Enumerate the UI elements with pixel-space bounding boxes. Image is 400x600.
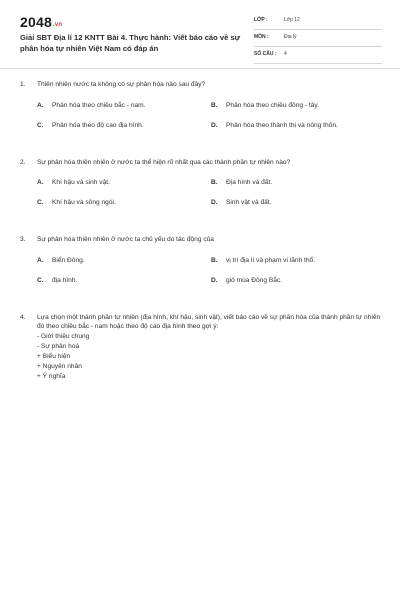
outline-line: - Giới thiệu chung [37,332,90,340]
header-divider [0,68,400,69]
option-letter: A. [37,101,44,109]
option-letter: C. [37,276,44,284]
question-text: Thiên nhiên nước ta không có sự phân hóa nào sau đây? [37,81,206,88]
option-text: Phân hóa theo chiều bắc - nam. [52,101,146,109]
option-c[interactable] [37,198,211,207]
option-text: Phân hóa theo độ cao địa hình. [52,121,144,129]
question-1 [20,80,385,141]
option-d[interactable] [211,198,385,207]
option-b[interactable] [211,256,385,265]
question-list [20,80,385,399]
option-letter: B. [211,179,218,186]
option-a[interactable] [37,101,211,110]
option-d[interactable] [211,121,385,130]
answer-options [37,178,385,218]
option-d[interactable] [211,276,385,285]
option-letter: C. [37,199,44,206]
question-3 [20,235,385,296]
site-logo[interactable] [20,14,62,30]
option-b[interactable] [211,101,385,110]
option-text: Sinh vật và đất. [226,199,272,206]
logo-text: 2048 [20,14,52,30]
option-text: Địa hình và đất. [226,179,273,186]
outline-line: + Biểu hiện [37,352,71,360]
answer-options [37,101,385,141]
meta-row-class [254,14,382,30]
option-letter: A. [37,179,44,186]
option-text: Biển Đông. [52,256,85,264]
question-number: 4. [20,313,26,321]
meta-value: 4 [284,51,287,57]
option-letter: B. [211,256,218,264]
meta-row-subject [254,31,382,47]
option-letter: B. [211,101,218,109]
option-letter: D. [211,276,218,284]
outline-line: + Nguyên nhân [37,362,82,370]
question-number: 1. [20,81,26,88]
option-letter: D. [211,121,218,129]
meta-row-count [254,48,382,64]
meta-key: LỚP : [254,17,268,23]
option-letter: C. [37,121,44,129]
outline-list [37,332,385,382]
logo-domain: .vn [52,22,63,28]
option-text: vị trí địa lí và phạm vi lãnh thổ. [226,256,316,264]
outline-line: - Sự phân hoá [37,342,80,350]
option-b[interactable] [211,178,385,187]
question-number: 3. [20,236,26,243]
question-2 [20,158,385,219]
question-number: 2. [20,158,26,166]
outline-line: + Ý nghĩa [37,372,66,380]
option-text: Phân hóa theo thành thị và nông thôn. [226,121,338,129]
question-4 [20,313,385,382]
option-text: địa hình. [52,276,78,284]
option-c[interactable] [37,276,211,285]
meta-key: SỐ CÂU : [254,51,277,57]
option-letter: D. [211,199,218,206]
option-text: Phân hóa theo chiều đông - tây. [226,101,319,109]
document-title: Giải SBT Địa lí 12 KNTT Bài 4. Thực hành: Viết báo cáo về sự phân hóa tự nhiên Việt Nam có đáp án [20,33,241,53]
answer-options [37,256,385,296]
meta-value: Địa lý [284,34,297,40]
option-text: Khí hậu và sinh vật. [52,179,110,186]
option-text: gió mùa Đông Bắc. [226,276,283,284]
option-text: Khí hậu và sông ngòi. [52,199,116,206]
option-a[interactable] [37,178,211,187]
page-header [0,0,400,68]
meta-value: Lớp 12 [284,17,300,23]
option-a[interactable] [37,256,211,265]
question-text: Lựa chọn một thành phần tự nhiên (địa hình, khí hậu, sinh vật), viết báo cáo về sự phân hóa của thành phần tự nhiên đó theo chiều bắc - nam hoặc theo độ cao địa hình theo gợi ý: [37,313,381,330]
option-letter: A. [37,256,44,264]
meta-panel [254,14,382,65]
option-c[interactable] [37,121,211,130]
meta-key: MÔN : [254,34,269,40]
question-text: Sự phân hóa thiên nhiên ở nước ta thể hiện rõ nhất qua các thành phần tự nhiên nào? [37,158,291,166]
question-text: Sự phân hóa thiên nhiên ở nước ta chủ yếu do tác động của [37,236,214,243]
